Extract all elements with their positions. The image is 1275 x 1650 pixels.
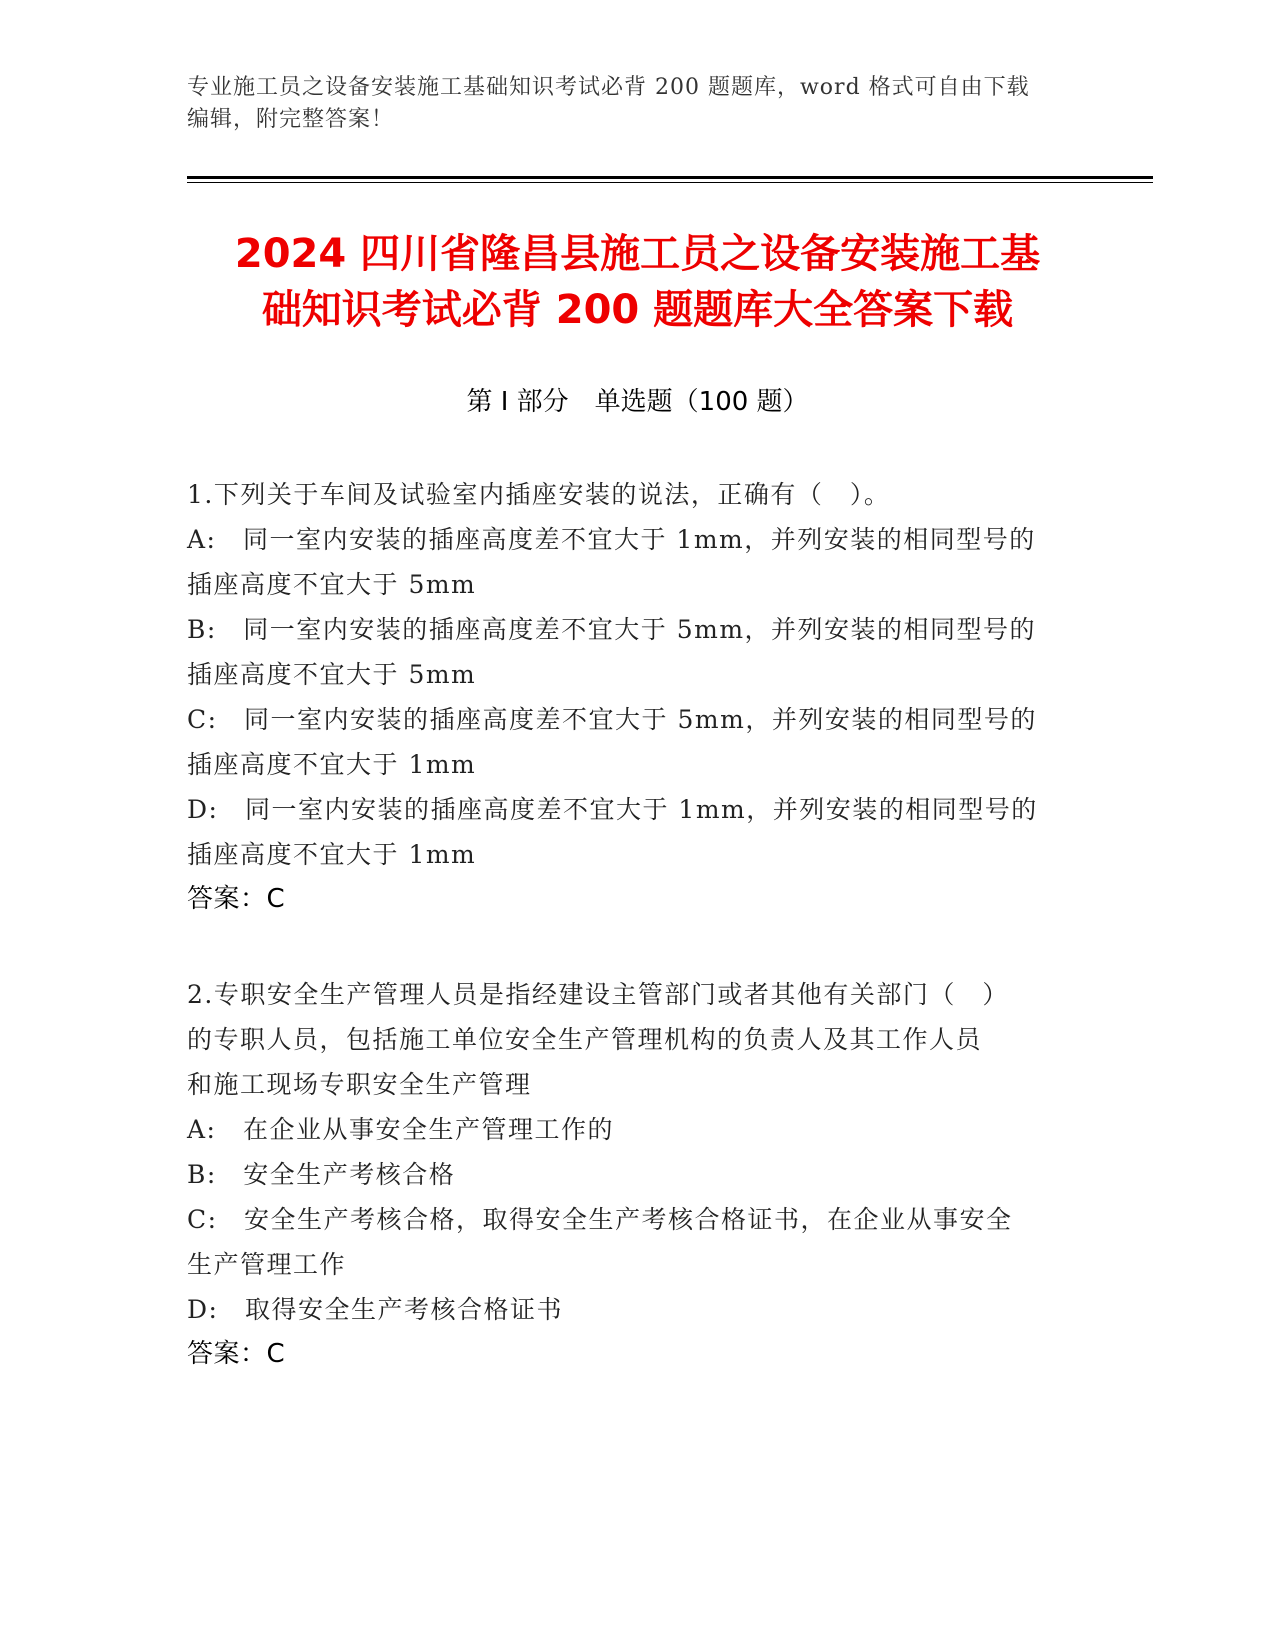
question-stem: 1.下列关于车间及试验室内插座安装的说法，正确有（ ）。: [187, 480, 891, 509]
option-b: B: 安全生产考核合格: [187, 1160, 456, 1189]
header-note-line: 专业施工员之设备安装施工基础知识考试必背 200 题题库，word 格式可自由下载: [187, 75, 1030, 100]
header-note: [187, 72, 1067, 136]
option-c: C: 安全生产考核合格，取得安全生产考核合格证书，在企业从事安全: [187, 1205, 1013, 1234]
document-title-line: 2024 四川省隆昌县施工员之设备安装施工基: [234, 231, 1041, 277]
document-title-line: 础知识考试必背 200 题题库大全答案下载: [261, 287, 1014, 333]
option-c: C: 同一室内安装的插座高度差不宜大于 5mm，并列安装的相同型号的: [187, 705, 1037, 734]
header-divider-thick: [187, 176, 1153, 179]
option-d: D: 同一室内安装的插座高度差不宜大于 1mm，并列安装的相同型号的: [187, 795, 1038, 824]
option-c: 插座高度不宜大于 1mm: [187, 750, 477, 779]
option-a: 插座高度不宜大于 5mm: [187, 570, 477, 599]
section-heading: 第 I 部分 单选题（100 题）: [466, 387, 809, 417]
question-stem: 和施工现场专职安全生产管理: [187, 1070, 532, 1099]
document-title: [150, 226, 1125, 338]
option-d: D: 取得安全生产考核合格证书: [187, 1295, 563, 1324]
header-divider-thin: [187, 182, 1153, 183]
header-note-line: 编辑，附完整答案！: [187, 107, 395, 132]
option-a: A: 在企业从事安全生产管理工作的: [187, 1115, 614, 1144]
option-a: A: 同一室内安装的插座高度差不宜大于 1mm，并列安装的相同型号的: [187, 525, 1036, 554]
question-stem: 2.专职安全生产管理人员是指经建设主管部门或者其他有关部门（ ）: [187, 980, 1009, 1009]
option-d: 插座高度不宜大于 1mm: [187, 840, 477, 869]
option-b: 插座高度不宜大于 5mm: [187, 660, 477, 689]
question-1: [187, 472, 1067, 922]
question-stem: 的专职人员，包括施工单位安全生产管理机构的负责人及其工作人员: [187, 1025, 983, 1054]
answer: 答案：C: [187, 1339, 286, 1369]
option-b: B: 同一室内安装的插座高度差不宜大于 5mm，并列安装的相同型号的: [187, 615, 1037, 644]
question-2: [187, 972, 1067, 1377]
answer: 答案：C: [187, 884, 286, 914]
option-c: 生产管理工作: [187, 1250, 347, 1279]
